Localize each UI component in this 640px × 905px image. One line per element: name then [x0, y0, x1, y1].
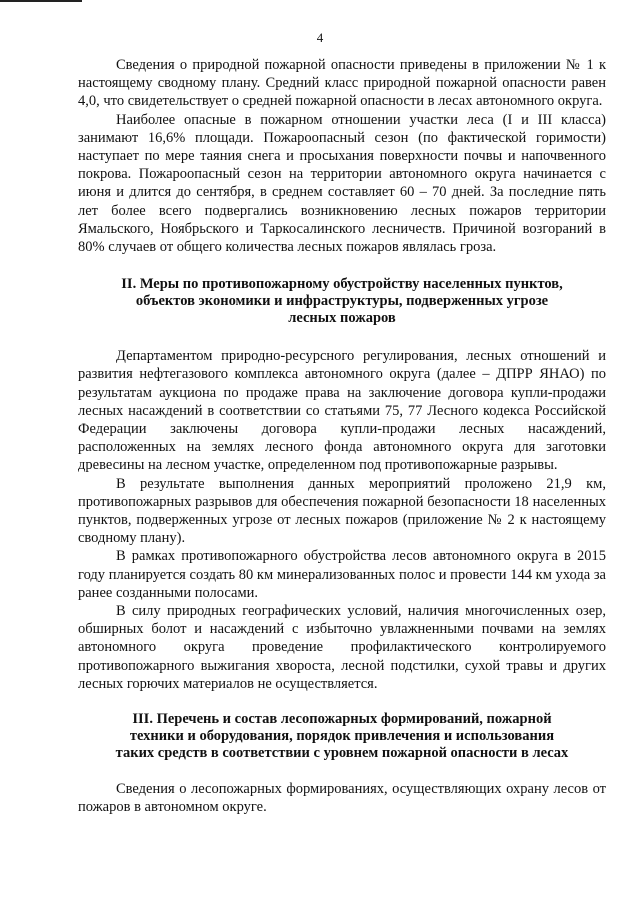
paragraph-no-burning: В силу природных географических условий, наличия многочисленных озер, обширных болот и насаждений с избыточно увлажненными почвами на землях автономного округа проведение профилактического контролируемого противопожарного выжигания хвороста, лесной подстилки, сухой травы и других лесных горючих материалов не осуществляется.: [78, 603, 606, 692]
heading-line: техники и оборудования, порядок привлечения и использования: [129, 728, 555, 745]
heading-line: II. Меры по противопожарному обустройству населенных пунктов,: [121, 276, 563, 293]
paragraph-fire-units: Сведения о лесопожарных формированиях, осуществляющих охрану лесов от пожаров в автономном округе.: [78, 781, 606, 816]
paragraph-firebreaks: В результате выполнения данных мероприятий проложено 21,9 км, противопожарных разрывов для обеспечения пожарной безопасности 18 населенных пунктов, подверженных угрозе от лесных пожаров (приложение № 2 к настоящему сводному плану).: [78, 475, 606, 547]
document-body: [78, 56, 606, 817]
section-3-heading: [78, 711, 606, 762]
heading-line: III. Перечень и состав лесопожарных формирований, пожарной: [132, 711, 552, 728]
heading-line: таких средств в соответствии с уровнем пожарной опасности в лесах: [115, 745, 569, 762]
section-2-heading: [78, 276, 606, 327]
heading-line: объектов экономики и инфраструктуры, подверженных угрозе: [135, 293, 549, 310]
paragraph-fire-danger-reference: Сведения о природной пожарной опасности приведены в приложении № 1 к настоящему сводному плану. Средний класс природной пожарной опасности равен 4,0, что свидетельствует о средней пожарной опасности в лесах автономного округа.: [78, 57, 606, 110]
paragraph-dprr-contracts: Департаментом природно-ресурсного регулирования, лесных отношений и развития нефтегазового комплекса автономного округа (далее – ДПРР ЯНАО) по результатам аукциона по продаже права на заключение договора купли-продажи лесных насаждений в соответствии со статьями 75, 77 Лесного кодекса Российской Федерации заключены договора купли-продажи лесных насаждений, расположенных на землях лесного фонда автономного округа для заготовки древесины на лесном участке, определенном под противопожарные разрывы.: [78, 348, 606, 474]
header-rule: [0, 0, 82, 2]
page-number: 4: [316, 30, 324, 45]
heading-line: лесных пожаров: [288, 310, 396, 327]
paragraph-fire-season: Наиболее опасные в пожарном отношении участки леса (I и III класса) занимают 16,6% площади. Пожароопасный сезон (по фактической горимости) наступает по мере таяния снега и просыхания поверхности почвы и напочвенного покрова. Пожароопасный сезон на территории автономного округа начинается с июня и длится до сентября, в среднем составляет 60 – 70 дней. За последние пять лет более всего подвергались возникновению лесных пожаров территории Ямальского, Ноябрьского и Таркосалинского лесничеств. Причиной возгораний в 80% случаев от общего количества лесных пожаров являлась гроза.: [78, 111, 606, 256]
paragraph-mineral-strips: В рамках противопожарного обустройства лесов автономного округа в 2015 году планируется создать 80 км минерализованных полос и провести 144 км ухода за ранее созданными полосами.: [78, 548, 606, 601]
